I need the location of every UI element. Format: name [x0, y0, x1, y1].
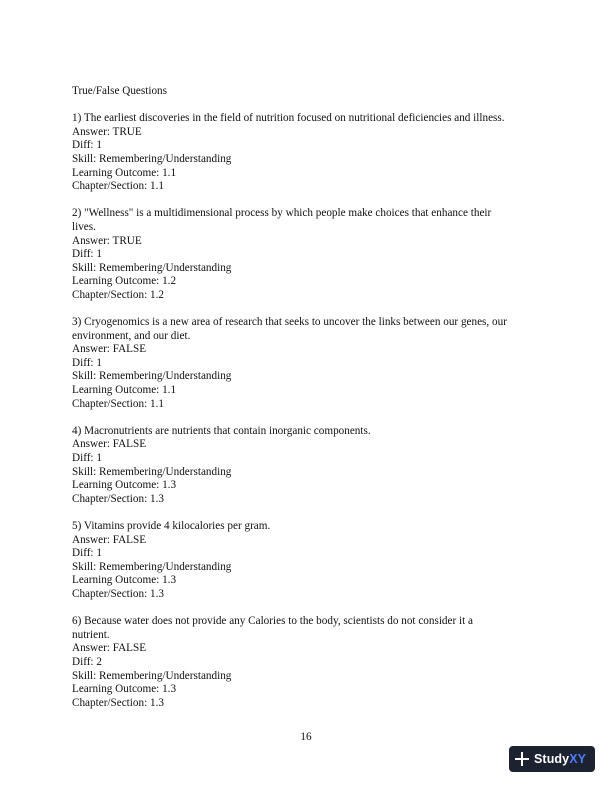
question-text-line: 5) Vitamins provide 4 kilocalories per gram.	[72, 520, 271, 532]
question-4	[72, 425, 552, 507]
learning-outcome-line: Learning Outcome: 1.1	[72, 384, 177, 397]
difficulty-line: Diff: 1	[72, 139, 102, 152]
learning-outcome-line: Learning Outcome: 1.3	[72, 479, 177, 492]
difficulty-line: Diff: 1	[72, 356, 102, 369]
question-text-line: 1) The earliest discoveries in the field of nutrition focused on nutritional deficiencies and illness.	[72, 112, 505, 125]
chapter-section-line: Chapter/Section: 1.1	[72, 180, 164, 193]
difficulty-line: Diff: 1	[72, 248, 102, 261]
chapter-section-line: Chapter/Section: 1.2	[72, 288, 164, 301]
skill-line: Skill: Remembering/Understanding	[72, 669, 232, 682]
learning-outcome-line: Learning Outcome: 1.3	[72, 683, 177, 696]
answer-line: Answer: FALSE	[72, 343, 147, 356]
studyxy-badge[interactable]	[509, 746, 595, 772]
skill-line: Skill: Remembering/Understanding	[72, 152, 232, 165]
section-title: True/False Questions	[72, 85, 167, 97]
learning-outcome-line: Learning Outcome: 1.3	[72, 574, 177, 587]
learning-outcome-line: Learning Outcome: 1.1	[72, 166, 177, 179]
badge-brand	[534, 752, 586, 766]
skill-line: Skill: Remembering/Understanding	[72, 465, 232, 478]
question-1	[72, 112, 552, 194]
question-6	[72, 615, 552, 710]
answer-line: Answer: FALSE	[72, 533, 147, 546]
chapter-section-line: Chapter/Section: 1.3	[72, 696, 164, 709]
answer-line: Answer: FALSE	[72, 642, 147, 655]
question-5	[72, 520, 552, 602]
badge-brand-main: Study	[534, 752, 570, 766]
answer-line: Answer: TRUE	[72, 234, 142, 247]
document-page	[72, 85, 552, 724]
learning-outcome-line: Learning Outcome: 1.2	[72, 275, 177, 288]
page-number: 16	[300, 731, 312, 743]
question-text-line: 6) Because water does not provide any Calories to the body, scientists do not consider it a	[72, 615, 473, 628]
chapter-section-line: Chapter/Section: 1.3	[72, 587, 164, 600]
answer-line: Answer: FALSE	[72, 438, 147, 451]
question-text-line: 3) Cryogenomics is a new area of research that seeks to uncover the links between our genes, our	[72, 316, 507, 329]
difficulty-line: Diff: 1	[72, 547, 102, 560]
skill-line: Skill: Remembering/Understanding	[72, 261, 232, 274]
question-text-line: 2) "Wellness" is a multidimensional process by which people make choices that enhance their	[72, 207, 492, 220]
difficulty-line: Diff: 2	[72, 655, 102, 668]
difficulty-line: Diff: 1	[72, 452, 102, 465]
badge-brand-accent: XY	[569, 752, 587, 766]
question-text-line: lives.	[72, 220, 96, 233]
skill-line: Skill: Remembering/Understanding	[72, 560, 232, 573]
question-3	[72, 316, 552, 411]
plus-icon	[515, 752, 529, 766]
question-text-line: environment, and our diet.	[72, 329, 191, 342]
skill-line: Skill: Remembering/Understanding	[72, 370, 232, 383]
answer-line: Answer: TRUE	[72, 125, 142, 138]
chapter-section-line: Chapter/Section: 1.3	[72, 492, 164, 505]
question-2	[72, 207, 552, 302]
question-text-line: 4) Macronutrients are nutrients that contain inorganic components.	[72, 424, 371, 437]
chapter-section-line: Chapter/Section: 1.1	[72, 397, 164, 410]
question-text-line: nutrient.	[72, 628, 110, 641]
